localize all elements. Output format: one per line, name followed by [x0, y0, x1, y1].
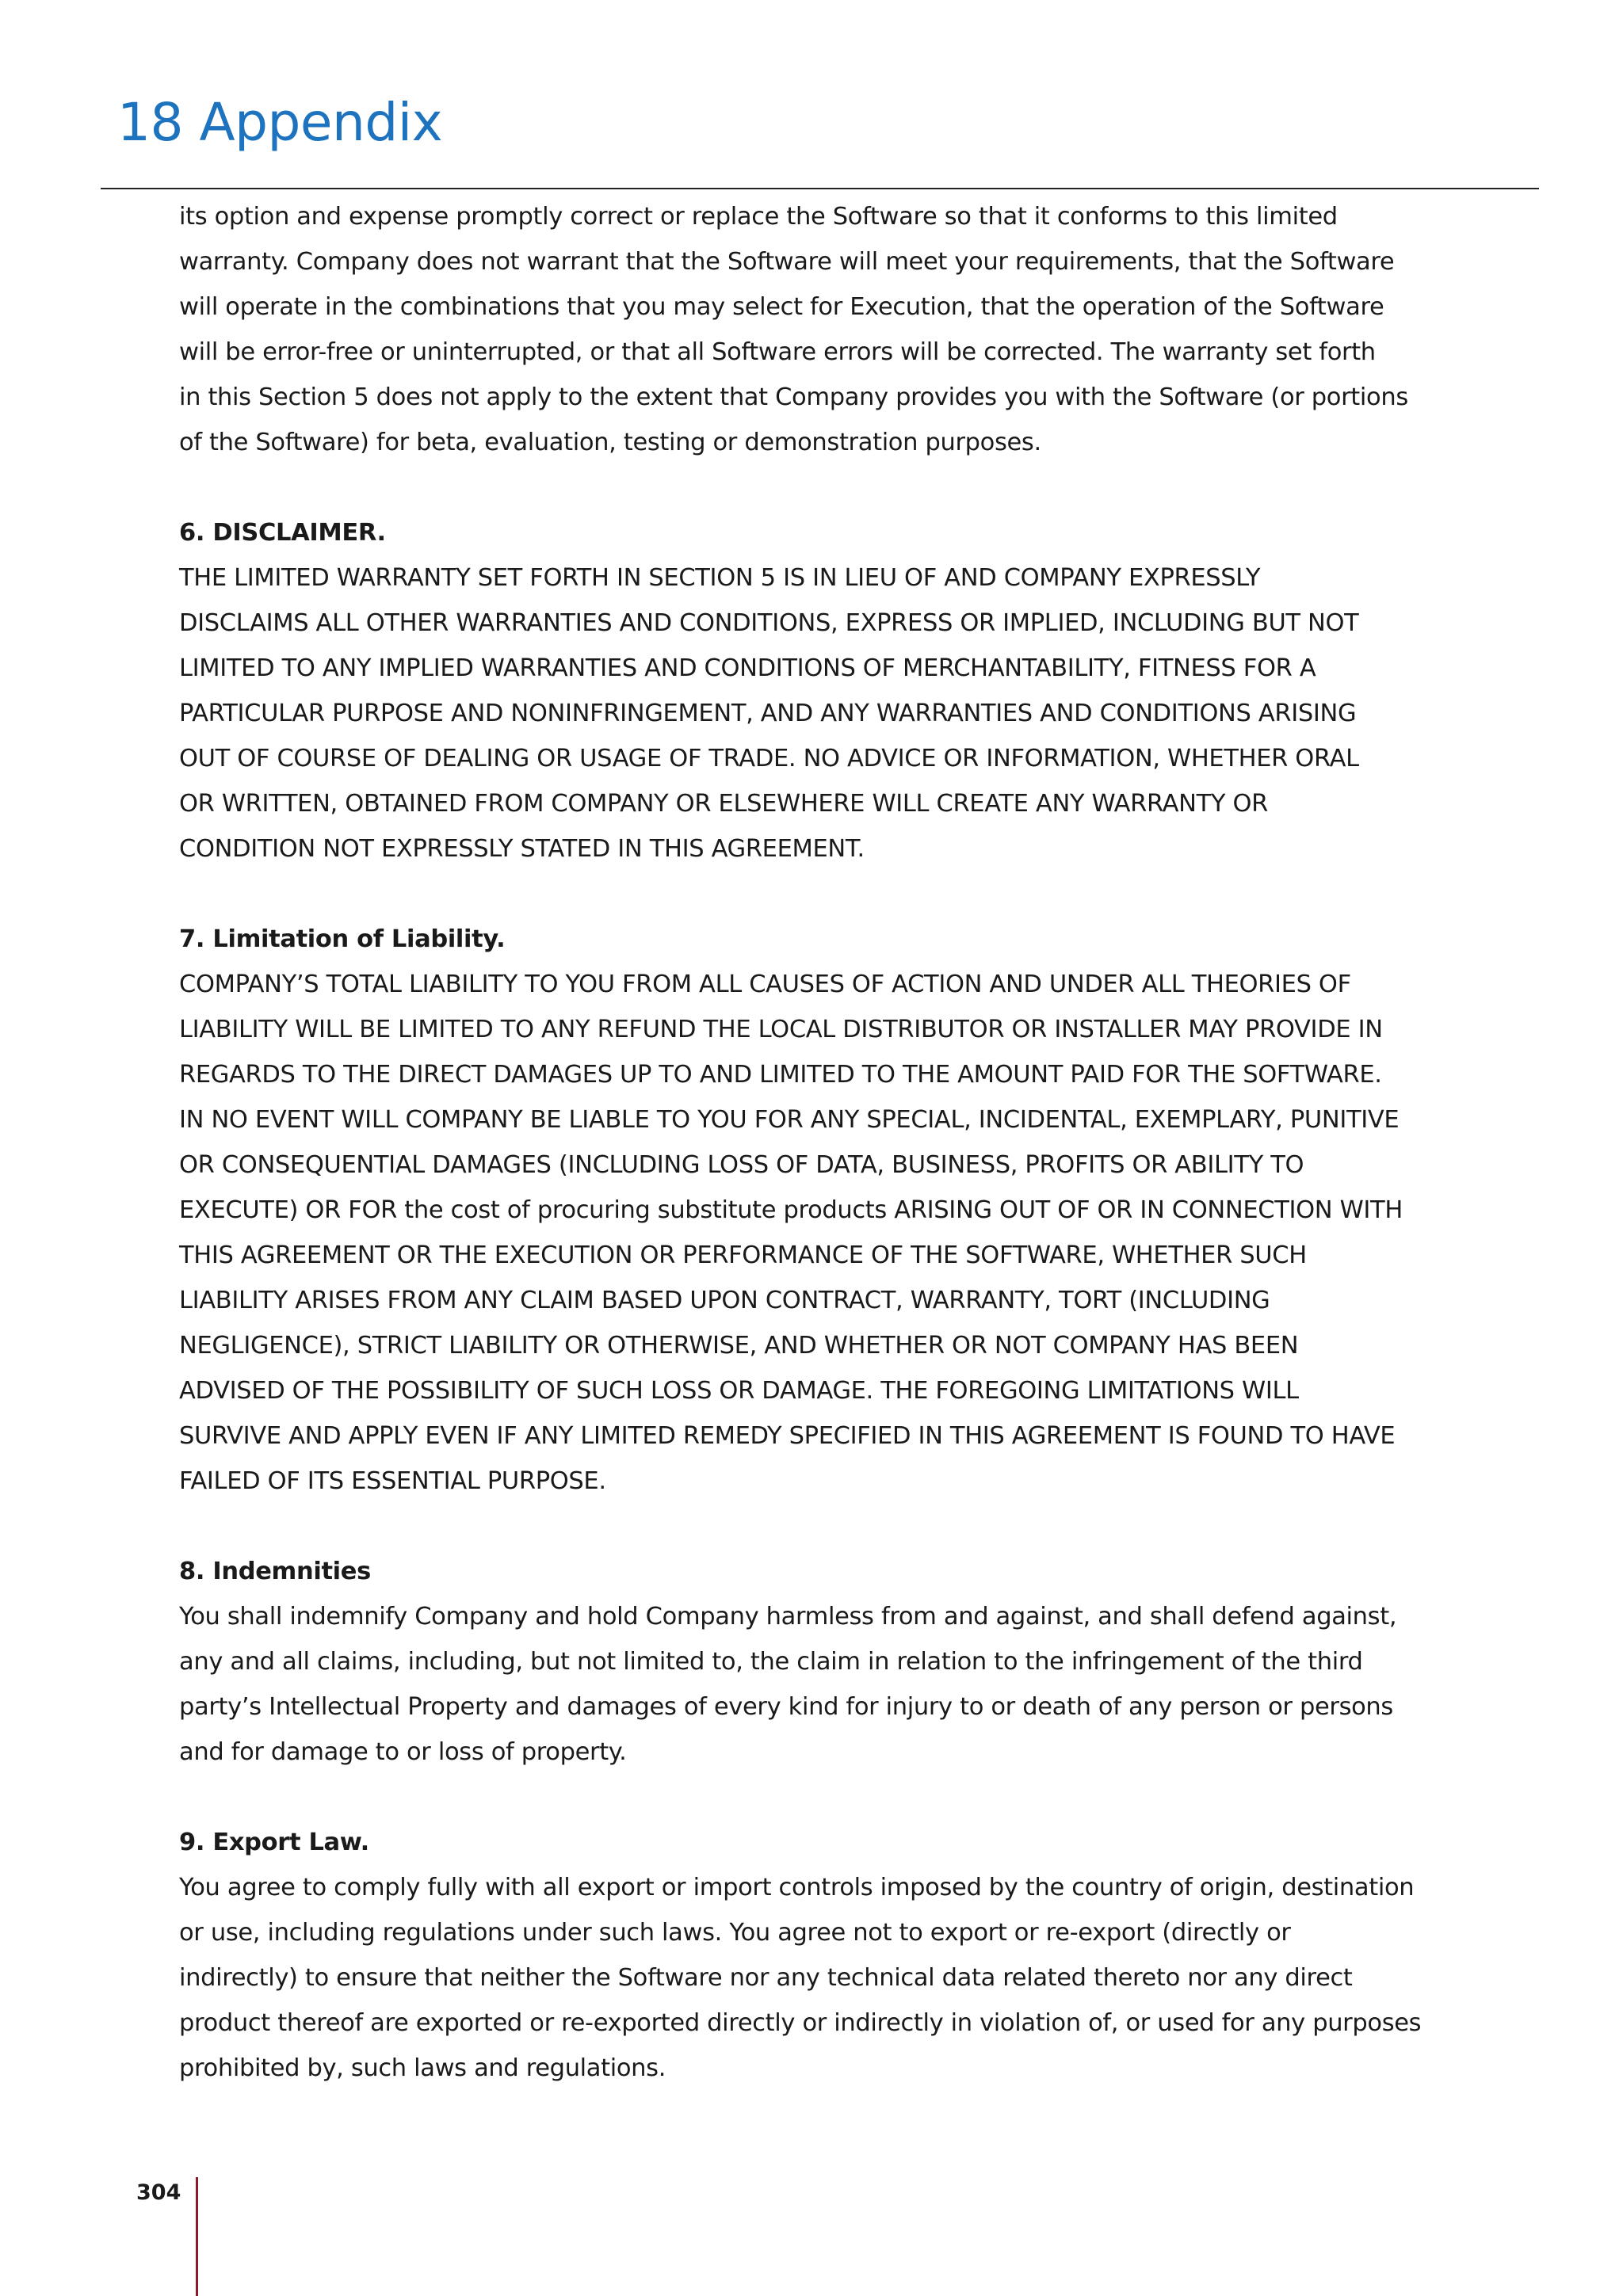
text-line: COMPANY’S TOTAL LIABILITY TO YOU FROM ALL CAUSES OF ACTION AND UNDER ALL THEORIES OF [179, 971, 1351, 998]
text-line: PARTICULAR PURPOSE AND NONINFRINGEMENT, AND ANY WARRANTIES AND CONDITIONS ARISING [179, 700, 1357, 727]
text-line: NEGLIGENCE), STRICT LIABILITY OR OTHERWISE, AND WHETHER OR NOT COMPANY HAS BEEN [179, 1332, 1299, 1360]
text-line: and for damage to or loss of property. [179, 1738, 627, 1766]
section-heading: 6. DISCLAIMER. [179, 519, 386, 547]
page-number: 304 [136, 2180, 181, 2205]
text-line: THE LIMITED WARRANTY SET FORTH IN SECTION 5 IS IN LIEU OF AND COMPANY EXPRESSLY [179, 564, 1261, 592]
text-line: prohibited by, such laws and regulations. [179, 2054, 666, 2082]
section-heading: 9. Export Law. [179, 1829, 369, 1856]
text-line: IN NO EVENT WILL COMPANY BE LIABLE TO YOU FOR ANY SPECIAL, INCIDENTAL, EXEMPLARY, PUNITIVE [179, 1106, 1400, 1134]
intro-paragraph [179, 194, 1495, 465]
text-line: ADVISED OF THE POSSIBILITY OF SUCH LOSS OR DAMAGE. THE FOREGOING LIMITATIONS WILL [179, 1377, 1299, 1405]
text-line: CONDITION NOT EXPRESSLY STATED IN THIS AGREEMENT. [179, 835, 865, 863]
text-line: SURVIVE AND APPLY EVEN IF ANY LIMITED REMEDY SPECIFIED IN THIS AGREEMENT IS FOUND TO HAVE [179, 1422, 1396, 1450]
text-line: LIMITED TO ANY IMPLIED WARRANTIES AND CONDITIONS OF MERCHANTABILITY, FITNESS FOR A [179, 654, 1316, 682]
paragraph-spacer [179, 871, 1495, 917]
paragraph-spacer [179, 1775, 1495, 1820]
text-line: OR CONSEQUENTIAL DAMAGES (INCLUDING LOSS OF DATA, BUSINESS, PROFITS OR ABILITY TO [179, 1151, 1304, 1179]
text-line: its option and expense promptly correct or replace the Software so that it conforms to this limited [179, 203, 1338, 231]
paragraph-spacer [179, 1504, 1495, 1549]
text-line: EXECUTE) OR FOR the cost of procuring substitute products ARISING OUT OF OR IN CONNECTION WITH [179, 1196, 1403, 1224]
text-line: You agree to comply fully with all export or import controls imposed by the country of origin, destination [179, 1874, 1415, 1901]
text-line: will be error-free or uninterrupted, or that all Software errors will be corrected. The warranty set forth [179, 338, 1376, 366]
text-line: LIABILITY WILL BE LIMITED TO ANY REFUND THE LOCAL DISTRIBUTOR OR INSTALLER MAY PROVIDE IN [179, 1016, 1383, 1043]
text-line: warranty. Company does not warrant that the Software will meet your requirements, that the Software [179, 248, 1395, 276]
text-line: in this Section 5 does not apply to the extent that Company provides you with the Software (or portions [179, 383, 1408, 411]
section-limitation-of-liability [179, 917, 1495, 1504]
text-line: will operate in the combinations that you may select for Execution, that the operation of the Software [179, 293, 1384, 321]
header-divider [101, 188, 1539, 189]
text-line: FAILED OF ITS ESSENTIAL PURPOSE. [179, 1467, 606, 1495]
document-body [179, 194, 1495, 2091]
text-line: OUT OF COURSE OF DEALING OR USAGE OF TRADE. NO ADVICE OR INFORMATION, WHETHER ORAL [179, 745, 1359, 772]
section-indemnities [179, 1549, 1495, 1775]
text-line: LIABILITY ARISES FROM ANY CLAIM BASED UPON CONTRACT, WARRANTY, TORT (INCLUDING [179, 1287, 1270, 1314]
paragraph-spacer [179, 465, 1495, 510]
section-heading: 7. Limitation of Liability. [179, 925, 506, 953]
page-title: 18 Appendix [117, 92, 443, 153]
text-line: indirectly) to ensure that neither the Software nor any technical data related thereto nor any direct [179, 1964, 1353, 1992]
section-disclaimer [179, 510, 1495, 871]
text-line: DISCLAIMS ALL OTHER WARRANTIES AND CONDITIONS, EXPRESS OR IMPLIED, INCLUDING BUT NOT [179, 609, 1359, 637]
text-line: OR WRITTEN, OBTAINED FROM COMPANY OR ELSEWHERE WILL CREATE ANY WARRANTY OR [179, 790, 1269, 818]
text-line: party’s Intellectual Property and damages of every kind for injury to or death of any person or persons [179, 1693, 1393, 1721]
text-line: any and all claims, including, but not limited to, the claim in relation to the infringement of the third [179, 1648, 1363, 1676]
footer-accent-bar [196, 2177, 198, 2296]
text-line: of the Software) for beta, evaluation, testing or demonstration purposes. [179, 429, 1041, 456]
text-line: THIS AGREEMENT OR THE EXECUTION OR PERFORMANCE OF THE SOFTWARE, WHETHER SUCH [179, 1241, 1307, 1269]
text-line: product thereof are exported or re-exported directly or indirectly in violation of, or used for any purposes [179, 2009, 1422, 2037]
text-line: REGARDS TO THE DIRECT DAMAGES UP TO AND LIMITED TO THE AMOUNT PAID FOR THE SOFTWARE. [179, 1061, 1382, 1089]
section-heading: 8. Indemnities [179, 1558, 371, 1585]
section-export-law [179, 1820, 1495, 2091]
text-line: You shall indemnify Company and hold Company harmless from and against, and shall defend against, [179, 1603, 1397, 1630]
text-line: or use, including regulations under such laws. You agree not to export or re-export (directly or [179, 1919, 1291, 1947]
